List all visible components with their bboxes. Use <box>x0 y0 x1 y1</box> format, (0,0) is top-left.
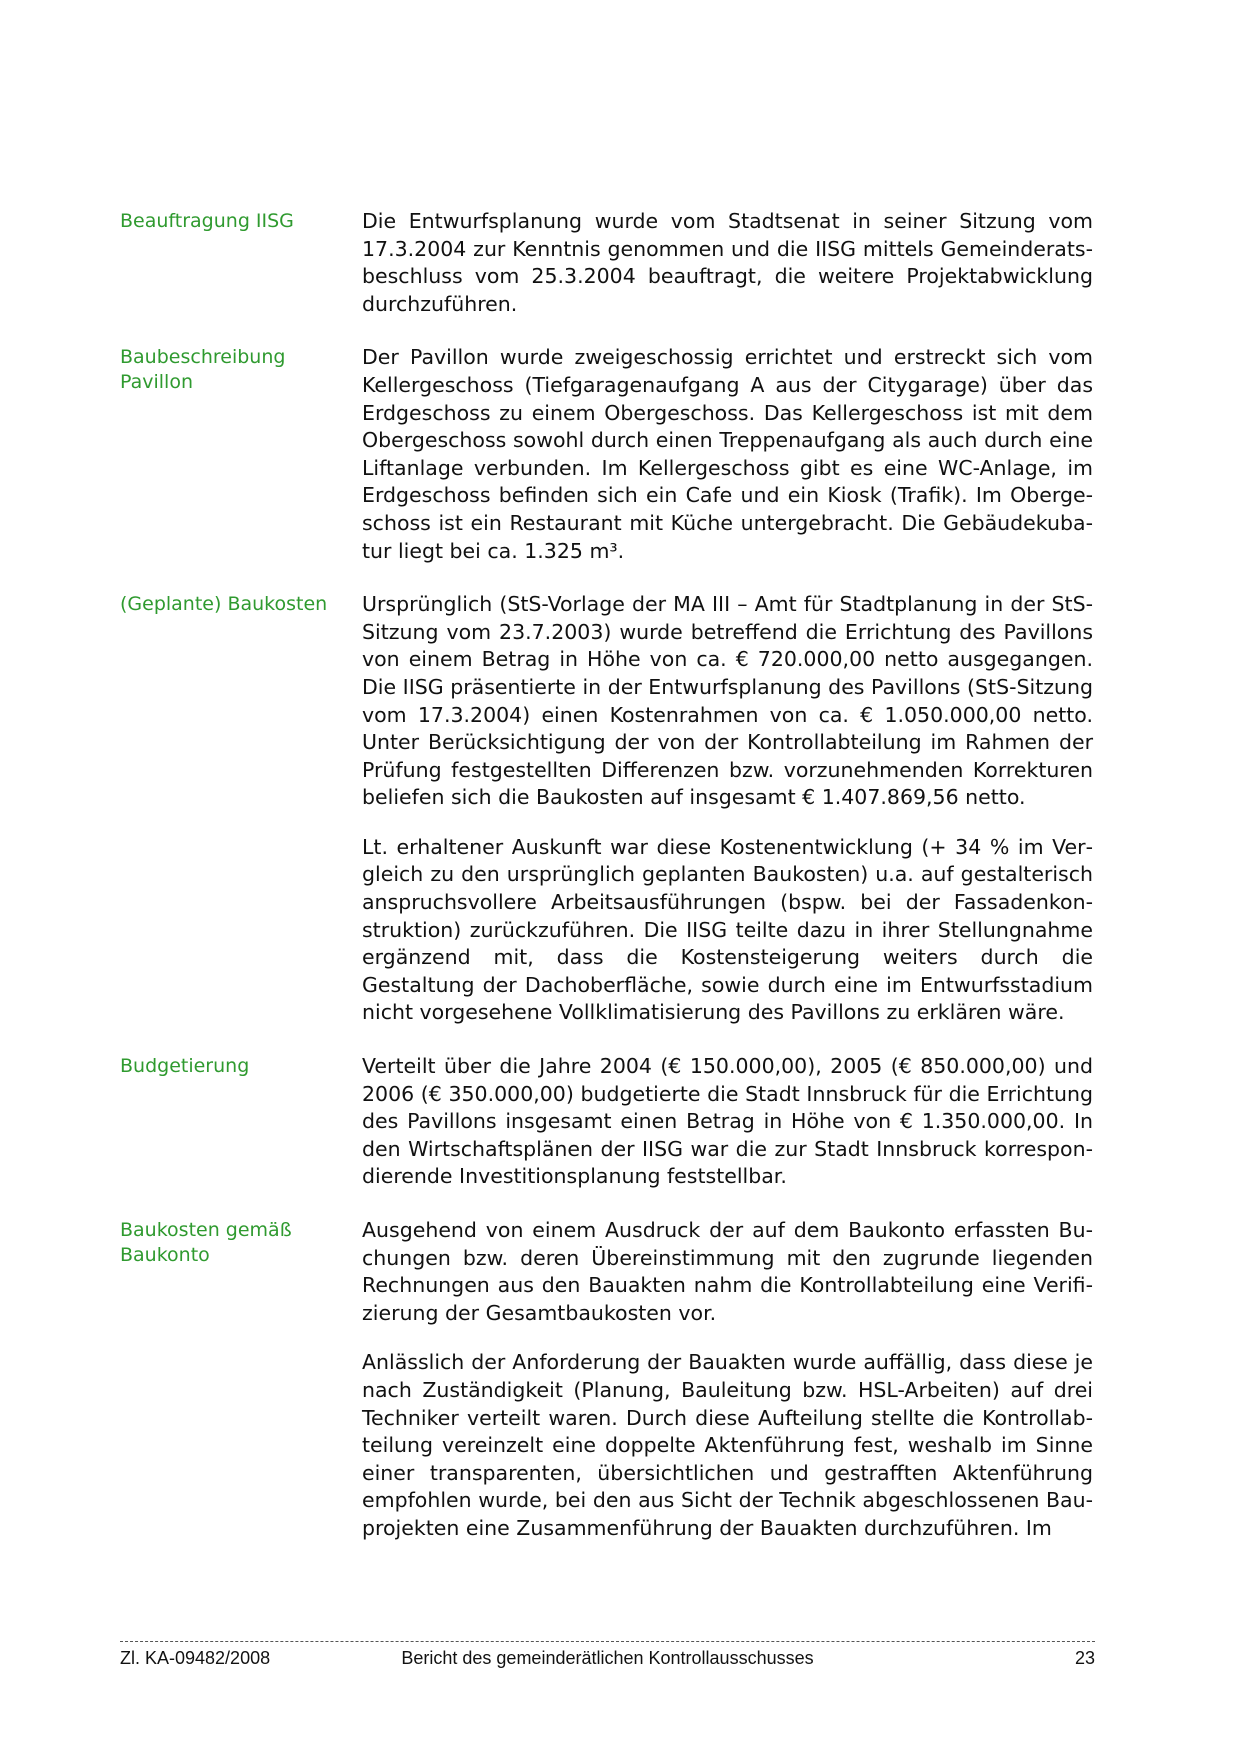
report-body <box>120 208 1095 1569</box>
section-beauftragung <box>120 208 1095 318</box>
section-text <box>362 591 1093 812</box>
paragraph: Der Pavillon wurde zweigeschossig errichtet und erstreckt sich vom Kellergeschoss (Tiefgaragenaufgang A aus der Citygarage) über das Erdgeschoss zu einem Obergeschoss. Das Kellergeschoss ist mit dem Obergeschoss sowohl durch einen Treppenaufgang als auch durch eine Liftanlage verbunden. Im Kellergeschoss gibt es eine WC-Anlage, im Erdgeschoss befinden sich ein Cafe und ein Kiosk (Trafik). Im Obergeschoss ist ein Restaurant mit Küche untergebracht. Die Gebäudekubatur liegt bei ca. 1.325 m³. <box>362 345 1093 563</box>
section-budgetierung <box>120 1053 1095 1191</box>
section-label-line: Budgetierung <box>120 1055 250 1078</box>
paragraph: Lt. erhaltener Auskunft war diese Kostenentwicklung (+ 34 % im Vergleich zu den ursprünglich geplanten Baukosten) u.a. auf gestalterisch anspruchsvollere Arbeitsausführungen (bspw. bei der Fassadenkonstruktion) zurückzuführen. Die IISG teilte dazu in ihrer Stellungnahme ergänzend mit, dass die Kostensteigerung weiters durch die Gestaltung der Dachoberfläche, sowie durch eine im Entwurfsstadium nicht vorgesehene Vollklimatisierung des Pavillons zu erklären wäre. <box>362 834 1093 1025</box>
section-baubeschreibung <box>120 344 1095 565</box>
footer-divider <box>120 1641 1095 1642</box>
section-text <box>362 1053 1093 1191</box>
section-text <box>362 1349 1093 1542</box>
section-label-line: Baukonto <box>120 1244 210 1266</box>
section-label-line: Pavillon <box>120 371 193 394</box>
paragraph: Verteilt über die Jahre 2004 (€ 150.000,00), 2005 (€ 850.000,00) und 2006 (€ 350.000,00) budgetierte die Stadt Innsbruck für die Errichtung des Pavillons insgesamt einen Betrag in Höhe von € 1.350.000,00. In den Wirtschaftsplänen der IISG war die zur Stadt Innsbruck korrespondierende Investitionsplanung feststellbar. <box>362 1054 1093 1189</box>
footer-row <box>120 1648 1095 1669</box>
section-kostenentwicklung <box>120 834 1095 1027</box>
section-label <box>120 208 362 318</box>
section-label-line: (Geplante) Baukosten <box>120 593 328 616</box>
section-baukosten-baukonto <box>120 1217 1095 1327</box>
section-label <box>120 591 362 812</box>
section-geplante-baukosten <box>120 591 1095 812</box>
section-text <box>362 834 1093 1027</box>
section-label <box>120 1053 362 1191</box>
page-footer <box>120 1641 1095 1669</box>
paragraph: Ursprünglich (StS-Vorlage der MA III – Amt für Stadtplanung in der StS-Sitzung vom 23.7.2003) wurde betreffend die Errichtung des Pavillons von einem Betrag in Höhe von ca. € 720.000,00 netto ausgegangen. Die IISG präsentierte in der Entwurfsplanung des Pavillons (StS-Sitzung vom 17.3.2004) einen Kostenrahmen von ca. € 1.050.000,00 netto. Unter Berücksichtigung der von der Kontrollabteilung im Rahmen der Prüfung festgestellten Differenzen bzw. vorzunehmenden Korrekturen beliefen sich die Baukosten auf insgesamt € 1.407.869,56 netto. <box>362 592 1093 810</box>
page-number: 23 <box>1074 1648 1095 1668</box>
section-label-line: Baubeschreibung <box>120 346 286 369</box>
paragraph: Anlässlich der Anforderung der Bauakten wurde auffällig, dass diese je nach Zuständigkeit (Planung, Bauleitung bzw. HSL-Arbeiten) auf drei Techniker verteilt waren. Durch diese Aufteilung stellte die Kontrollabteilung vereinzelt eine doppelte Aktenführung fest, weshalb im Sinne einer transparenten, übersichtlichen und gestrafften Aktenführung empfohlen wurde, bei den aus Sicht der Technik abgeschlossenen Bauprojekten eine Zusammenführung der Bauakten durchzuführen. Im <box>362 1350 1093 1540</box>
section-label-empty <box>120 1349 362 1542</box>
section-label <box>120 344 362 565</box>
section-text <box>362 1217 1093 1327</box>
section-text <box>362 344 1093 565</box>
paragraph: Die Entwurfsplanung wurde vom Stadtsenat in seiner Sitzung vom 17.3.2004 zur Kenntnis genommen und die IISG mittels Gemeinderatsbeschluss vom 25.3.2004 beauftragt, die weitere Projektabwicklung durchzuführen. <box>362 209 1093 316</box>
paragraph: Ausgehend von einem Ausdruck der auf dem Baukonto erfassten Buchungen bzw. deren Übereinstimmung mit den zugrunde liegenden Rechnungen aus den Bauakten nahm die Kontrollabteilung eine Verifizierung der Gesamtbaukosten vor. <box>362 1218 1093 1325</box>
footer-reference: Zl. KA-09482/2008 <box>120 1648 271 1668</box>
section-bauakten <box>120 1349 1095 1542</box>
section-label-empty <box>120 834 362 1027</box>
section-label <box>120 1217 362 1327</box>
section-label-line: Baukosten gemäß <box>120 1219 292 1241</box>
section-label-line: Beauftragung IISG <box>120 210 294 232</box>
section-text <box>362 208 1093 318</box>
footer-title: Bericht des gemeinderätlichen Kontrollausschusses <box>401 1648 814 1668</box>
